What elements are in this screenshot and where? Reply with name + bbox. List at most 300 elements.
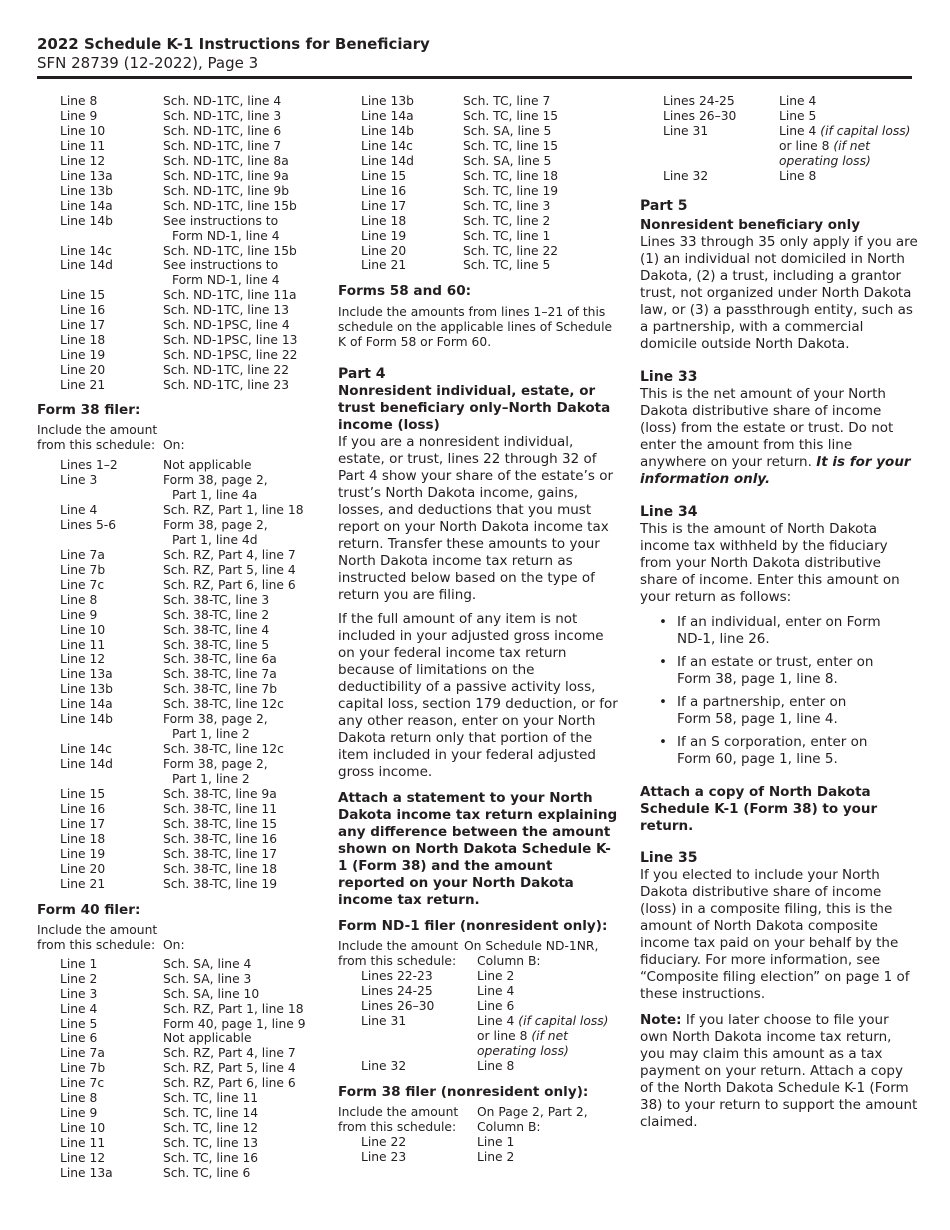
part4-paragraph-2: If the full amount of any item is not included in your adjusted gross income on your federal income tax return because of limitations on the deductibility of a passive activity loss, capital loss, section 179 deduction, or for any other reason, enter on your North Dakota return only that portion of the item included in your federal adjusted gross income. <box>338 611 618 781</box>
row-value <box>163 214 322 244</box>
row-value-line: Form 38, page 2, <box>163 712 268 727</box>
row-value-line: Sch. ND-1TC, line 7 <box>163 138 282 153</box>
row-value-line: Sch. RZ, Part 5, line 4 <box>163 1061 296 1076</box>
row-value <box>463 109 618 124</box>
line34-label: Line 34 <box>640 503 698 520</box>
row-key: Lines 26–30 <box>361 999 435 1014</box>
f38nr-column-label-2: Column B: <box>477 1120 541 1135</box>
row-value <box>163 348 322 363</box>
table-row <box>361 258 618 273</box>
row-value <box>463 244 618 259</box>
table-row <box>361 244 618 259</box>
row-value-line: Sch. TC, line 3 <box>463 198 551 213</box>
row-key: Line 7c <box>60 1076 105 1091</box>
row-value <box>463 229 618 244</box>
table-row <box>60 318 322 333</box>
table-row <box>60 503 322 518</box>
row-value-line: Sch. ND-1TC, line 23 <box>163 378 290 393</box>
form40-intro-line1: Include the amount <box>37 922 158 937</box>
row-value-line: Sch. SA, line 5 <box>463 153 552 168</box>
row-key: Line 7a <box>60 1046 105 1061</box>
row-value-line: Sch. 38-TC, line 19 <box>163 876 278 891</box>
row-key: Line 15 <box>60 787 106 802</box>
row-value <box>163 288 322 303</box>
row-value-line: Sch. 38-TC, line 7b <box>163 682 278 697</box>
row-value <box>163 987 322 1002</box>
table-row <box>60 712 322 742</box>
row-value: Line 5 <box>779 108 817 123</box>
form38-intro-line2: from this schedule: <box>37 438 156 453</box>
table-row <box>361 229 618 244</box>
row-value-line: Sch. 38-TC, line 18 <box>163 861 278 876</box>
row-value <box>163 333 322 348</box>
row-value-line: Sch. ND-1PSC, line 13 <box>163 333 298 348</box>
row-value <box>163 787 322 802</box>
row-value <box>163 458 322 473</box>
row-value <box>163 184 322 199</box>
note-paragraph <box>640 1012 920 1131</box>
table-row <box>60 623 322 638</box>
part4-paragraph-1: If you are a nonresident individual, estate, or trust, lines 22 through 32 of Part 4 show your share of the estate’s or trust’s North Dakota income, gains, losses, and deductions that you must report on your North Dakota income tax return. Transfer these amounts to your North Dakota income tax return as instructed below based on the type of return you are filing. <box>338 434 614 604</box>
row-value <box>163 318 322 333</box>
nd1-nonresident-table <box>361 969 618 1074</box>
row-value <box>163 244 322 259</box>
line34-text: This is the amount of North Dakota income tax withheld by the fiduciary from your North Dakota distributive share of income. Enter this amount on your return as follows: <box>640 520 900 605</box>
form40-transfer-table <box>60 957 322 1181</box>
row-value <box>163 1076 322 1091</box>
part4-label: Part 4 <box>338 366 386 383</box>
row-key: Line 14d <box>60 757 113 772</box>
row-key: Line 9 <box>60 607 98 622</box>
row-key: Lines 22-23 <box>361 969 433 984</box>
table-row <box>60 1091 322 1106</box>
row-key: Line 10 <box>60 1121 106 1136</box>
row-value-line: Sch. ND-1TC, line 8a <box>163 153 289 168</box>
row-key: Line 31 <box>663 123 709 138</box>
row-value-line: Sch. TC, line 14 <box>163 1106 259 1121</box>
row-value-line: Form 38, page 2, <box>163 757 268 772</box>
table-row <box>60 518 322 548</box>
part4-attach-statement: Attach a statement to your North Dakota income tax return explaining any difference between the amount shown on North Dakota Schedule K-1 (Form 38) and the amount reported on your North Dakota income tax return. <box>338 790 618 909</box>
line33-text <box>640 386 920 488</box>
line33-label: Line 33 <box>640 368 698 385</box>
list-item: • If an individual, enter on Form ND-1, line 26. <box>640 614 920 648</box>
row-key: Line 13b <box>361 94 414 108</box>
row-key: Line 3 <box>60 986 98 1001</box>
forms-58-60-text: Include the amounts from lines 1–21 of this schedule on the applicable lines of Schedule K of Form 58 or Form 60. <box>338 305 613 350</box>
form38-intro-on: On: <box>163 438 185 453</box>
row-key: Lines 24-25 <box>663 94 735 108</box>
list-item: • If a partnership, enter on Form 58, page 1, line 4. <box>640 694 920 728</box>
table-row <box>60 214 322 244</box>
row-value <box>163 1002 322 1017</box>
table-row <box>361 199 618 214</box>
row-key: Lines 24-25 <box>361 984 433 999</box>
line31-condition-1: (if capital loss) <box>820 123 911 138</box>
form-subtitle: SFN 28739 (12-2022), Page 3 <box>37 54 259 72</box>
row-value <box>163 682 322 697</box>
row-value-line: Sch. ND-1TC, line 6 <box>163 123 282 138</box>
row-value <box>163 563 322 578</box>
table-row <box>361 1150 618 1165</box>
row-value-line: Sch. ND-1TC, line 15b <box>163 243 297 258</box>
row-value-line: Line 2 <box>477 1150 515 1165</box>
row-key: Line 10 <box>60 622 106 637</box>
row-key: Line 16 <box>361 183 407 198</box>
f38nr-intro-line2: from this schedule: <box>338 1120 457 1135</box>
row-value <box>163 1061 322 1076</box>
row-value-continuation: Part 1, line 2 <box>172 772 250 787</box>
table-row <box>60 378 322 393</box>
row-value <box>463 214 618 229</box>
table-row <box>60 832 322 847</box>
row-value-line: Sch. ND-1PSC, line 4 <box>163 318 290 333</box>
row-value-line: Not applicable <box>163 458 252 473</box>
row-value-line: Sch. 38-TC, line 12c <box>163 742 284 757</box>
part5-heading: Nonresident beneficiary only <box>640 216 861 233</box>
table-row <box>60 802 322 817</box>
table-row <box>60 124 322 139</box>
row-value <box>163 667 322 682</box>
line31-target: Line 4 <box>779 123 817 138</box>
row-value-line: Sch. RZ, Part 6, line 6 <box>163 1076 296 1091</box>
row-key: Line 14a <box>60 697 113 712</box>
row-value <box>463 124 618 139</box>
table-row <box>60 972 322 987</box>
row-key: Line 8 <box>60 1091 98 1106</box>
row-key: Line 21 <box>60 378 106 393</box>
row-value-line: Form 40, page 1, line 9 <box>163 1016 306 1031</box>
row-key: Line 17 <box>60 318 106 333</box>
row-key: Line 21 <box>361 258 407 273</box>
row-key: Line 13a <box>60 667 113 682</box>
row-key: Line 14b <box>60 213 113 228</box>
row-value <box>163 877 322 892</box>
row-value-line: Not applicable <box>163 1031 252 1046</box>
row-value <box>163 109 322 124</box>
table-row <box>60 1046 322 1061</box>
row-value <box>463 258 618 273</box>
line33-emphasis: It is for your information only. <box>640 453 911 487</box>
table-row <box>361 184 618 199</box>
row-key: Line 16 <box>60 303 106 318</box>
row-key: Line 23 <box>361 1150 407 1165</box>
row-value <box>163 1031 322 1046</box>
row-value <box>163 548 322 563</box>
row-key: Line 11 <box>60 1136 106 1151</box>
row-value <box>163 862 322 877</box>
row-value-line: Sch. TC, line 18 <box>463 168 559 183</box>
table-row <box>60 258 322 288</box>
part4-heading: Nonresident individual, estate, or trust beneficiary only–North Dakota income (loss) <box>338 383 611 434</box>
row-key: Line 8 <box>60 592 98 607</box>
forms-58-60-heading: Forms 58 and 60: <box>338 283 472 300</box>
row-key: Line 12 <box>60 153 106 168</box>
f38nr-intro-line1: Include the amount <box>338 1105 459 1120</box>
row-value <box>163 623 322 638</box>
row-value <box>163 1106 322 1121</box>
row-value-line: Sch. ND-1TC, line 11a <box>163 288 297 303</box>
row-value <box>163 802 322 817</box>
row-key: Line 20 <box>60 861 106 876</box>
row-value-line: Sch. TC, line 15 <box>463 138 559 153</box>
nd1-column-label-2: Column B: <box>477 954 541 969</box>
table-row <box>60 847 322 862</box>
table-row <box>60 109 322 124</box>
row-value <box>163 1136 322 1151</box>
row-value-line: Sch. TC, line 15 <box>463 108 559 123</box>
row-value <box>477 1150 618 1165</box>
row-key: Line 5 <box>60 1016 98 1031</box>
row-value-line: Sch. TC, line 7 <box>463 94 551 108</box>
row-key: Lines 1–2 <box>60 458 118 473</box>
table-row <box>60 1151 322 1166</box>
line31-condition-2: (if net operating loss) <box>477 1029 569 1059</box>
row-value-line: Sch. 38-TC, line 16 <box>163 831 278 846</box>
row-value <box>163 712 322 742</box>
row-key: Line 12 <box>60 652 106 667</box>
table-row <box>60 154 322 169</box>
row-value <box>163 1046 322 1061</box>
row-value <box>163 378 322 393</box>
row-value <box>163 258 322 288</box>
row-key: Line 17 <box>60 816 106 831</box>
row-value <box>779 124 920 169</box>
row-value <box>163 742 322 757</box>
row-value-line: Sch. ND-1TC, line 15b <box>163 198 297 213</box>
row-value-line: Sch. TC, line 16 <box>163 1151 259 1166</box>
row-key: Line 4 <box>60 1001 98 1016</box>
row-value <box>163 303 322 318</box>
table-row <box>60 1017 322 1032</box>
row-key: Line 9 <box>60 108 98 123</box>
row-value <box>163 1091 322 1106</box>
form38-transfer-table <box>60 458 322 892</box>
form38-nonresident-heading: Form 38 filer (nonresident only): <box>338 1084 589 1101</box>
table-row <box>60 94 322 109</box>
row-value <box>163 503 322 518</box>
row-key: Line 1 <box>60 956 98 971</box>
page-title: 2022 Schedule K-1 Instructions for Beneficiary <box>37 35 430 53</box>
row-value: Line 4 <box>779 94 817 108</box>
row-value-line: Sch. ND-1TC, line 22 <box>163 363 290 378</box>
row-key: Line 7a <box>60 547 105 562</box>
row-value <box>163 832 322 847</box>
row-key: Line 15 <box>60 288 106 303</box>
table-row <box>60 1106 322 1121</box>
table-row <box>60 682 322 697</box>
form38-intro-line1: Include the amount <box>37 423 158 438</box>
row-key: Line 20 <box>60 363 106 378</box>
row-value-line: Sch. TC, line 12 <box>163 1121 259 1136</box>
line31-target: Line 4 <box>477 1014 515 1029</box>
list-item: • If an estate or trust, enter on Form 38, page 1, line 8. <box>640 654 920 688</box>
row-value-line: Sch. 38-TC, line 7a <box>163 667 277 682</box>
row-key: Line 14d <box>60 258 113 273</box>
row-value <box>163 757 322 787</box>
part5-text: Lines 33 through 35 only apply if you are (1) an individual not domiciled in North Dakota, (2) a trust, including a grantor trust, not organized under North Dakota law, or (3) a passthrough entity, such as a partnership, with a commercial domicile outside North Dakota. <box>640 233 918 352</box>
row-value: Line 4 <box>477 984 515 999</box>
row-value <box>477 1014 618 1059</box>
row-value-continuation: Form ND-1, line 4 <box>172 273 280 288</box>
row-value: Line 8 <box>477 1059 515 1074</box>
row-value <box>163 1017 322 1032</box>
table-row <box>361 154 618 169</box>
row-value <box>163 608 322 623</box>
row-value-line: Sch. TC, line 19 <box>463 183 559 198</box>
row-value <box>163 1151 322 1166</box>
line31-condition-1: (if capital loss) <box>518 1014 609 1029</box>
row-value-line: Sch. SA, line 10 <box>163 986 260 1001</box>
table-row <box>60 787 322 802</box>
row-value-line: Sch. TC, line 1 <box>463 228 551 243</box>
row-value-line: Sch. RZ, Part 1, line 18 <box>163 502 304 517</box>
row-value-line: Sch. 38-TC, line 12c <box>163 697 284 712</box>
row-key: Line 11 <box>60 637 106 652</box>
row-key: Line 14a <box>60 198 113 213</box>
row-value: Line 2 <box>477 969 515 984</box>
line31-condition-2: (if net operating loss) <box>779 138 871 168</box>
table-row <box>60 578 322 593</box>
row-value <box>163 697 322 712</box>
table-row <box>60 1031 322 1046</box>
row-key: Line 14b <box>361 123 414 138</box>
column-1 <box>37 94 322 1181</box>
row-value-line: Sch. TC, line 2 <box>463 213 551 228</box>
table-row <box>60 817 322 832</box>
row-key: Lines 5-6 <box>60 517 117 532</box>
row-value-line: See instructions to <box>163 213 279 228</box>
note-label: Note: <box>640 1011 682 1028</box>
row-key: Line 17 <box>361 198 407 213</box>
attach-copy-statement: Attach a copy of North Dakota Schedule K-1 (Form 38) to your return. <box>640 783 878 834</box>
row-key: Line 18 <box>60 831 106 846</box>
row-key: Line 6 <box>60 1031 98 1046</box>
row-value-line: Sch. RZ, Part 4, line 7 <box>163 1046 296 1061</box>
table-row <box>60 638 322 653</box>
row-value-line: Sch. ND-1TC, line 13 <box>163 303 290 318</box>
row-value-line: Sch. 38-TC, line 3 <box>163 592 270 607</box>
row-value-continuation: Part 1, line 4d <box>172 532 258 547</box>
row-value-line: Line 1 <box>477 1135 515 1150</box>
table-row <box>60 1076 322 1091</box>
row-value-line: Sch. TC, line 5 <box>463 258 551 273</box>
f38nr-column-label-1: On Page 2, Part 2, <box>477 1105 588 1120</box>
table-row <box>60 169 322 184</box>
row-key: Line 19 <box>60 348 106 363</box>
row-key: Line 2 <box>60 971 98 986</box>
row-value <box>163 199 322 214</box>
row-value-line: Sch. TC, line 6 <box>163 1166 251 1181</box>
table-row <box>361 94 618 109</box>
row-value-line: Sch. ND-1PSC, line 22 <box>163 348 298 363</box>
table-row <box>60 139 322 154</box>
form38-filer-heading: Form 38 filer: <box>37 402 141 419</box>
row-value-line: Sch. 38-TC, line 9a <box>163 787 277 802</box>
table-row <box>60 652 322 667</box>
nd1-intro-line1: Include the amount <box>338 939 459 954</box>
row-value <box>163 652 322 667</box>
line31-alt: or line 8 <box>779 138 830 153</box>
row-value-line: Sch. 38-TC, line 6a <box>163 652 277 667</box>
table-row <box>60 593 322 608</box>
row-key: Line 10 <box>60 123 106 138</box>
table-row <box>60 303 322 318</box>
row-value <box>463 199 618 214</box>
row-value-line: Sch. TC, line 22 <box>463 243 559 258</box>
row-value-line: Sch. RZ, Part 1, line 18 <box>163 1001 304 1016</box>
line35-label: Line 35 <box>640 849 698 866</box>
row-key: Line 3 <box>60 473 98 488</box>
row-key: Line 19 <box>361 228 407 243</box>
row-value-line: See instructions to <box>163 258 279 273</box>
row-key: Line 20 <box>361 243 407 258</box>
table-row <box>60 877 322 892</box>
row-value <box>163 169 322 184</box>
row-value <box>163 847 322 862</box>
table-row <box>60 757 322 787</box>
row-value <box>463 154 618 169</box>
row-key: Line 14c <box>60 243 112 258</box>
row-key: Line 18 <box>60 333 106 348</box>
row-value-line: Sch. 38-TC, line 5 <box>163 637 270 652</box>
nd1-filer-heading: Form ND-1 filer (nonresident only): <box>338 918 608 935</box>
row-key: Line 14c <box>60 742 112 757</box>
row-value-line: Sch. ND-1TC, line 9b <box>163 183 290 198</box>
row-value-line: Sch. 38-TC, line 11 <box>163 801 278 816</box>
row-key: Line 15 <box>361 168 407 183</box>
row-key: Line 7c <box>60 577 105 592</box>
line31-alt: or line 8 <box>477 1029 528 1044</box>
form38-nonresident-table <box>361 1135 618 1165</box>
nd1-intro-line2: from this schedule: <box>338 954 457 969</box>
row-key: Line 7b <box>60 1061 106 1076</box>
table-row <box>60 1002 322 1017</box>
table-row <box>60 199 322 214</box>
row-value <box>163 518 322 548</box>
column-3 <box>640 94 920 1131</box>
row-key: Line 7b <box>60 562 106 577</box>
row-value <box>477 1135 618 1150</box>
part5-label: Part 5 <box>640 197 688 214</box>
row-value <box>163 638 322 653</box>
row-key: Line 31 <box>361 1014 407 1029</box>
line33-body: This is the net amount of your North Dakota distributive share of income (loss) from the estate or trust. Do not enter the amount from this line anywhere on your return. <box>640 385 894 470</box>
row-value-line: Sch. 38-TC, line 4 <box>163 622 270 637</box>
row-value <box>163 593 322 608</box>
row-value-line: Sch. ND-1TC, line 3 <box>163 108 282 123</box>
row-value <box>463 94 618 109</box>
table-row <box>60 697 322 712</box>
row-value <box>163 363 322 378</box>
row-value-line: Sch. 38-TC, line 17 <box>163 846 278 861</box>
row-key: Line 16 <box>60 801 106 816</box>
table-row <box>60 363 322 378</box>
row-key: Line 13a <box>60 1166 113 1181</box>
row-key: Line 32 <box>361 1059 407 1074</box>
table-row <box>60 563 322 578</box>
table-row <box>60 1166 322 1181</box>
row-key: Line 14d <box>361 153 414 168</box>
row-value-line: Sch. RZ, Part 4, line 7 <box>163 547 296 562</box>
table-row <box>361 1135 618 1150</box>
row-value-line: Sch. RZ, Part 6, line 6 <box>163 577 296 592</box>
row-value-line: Sch. 38-TC, line 2 <box>163 607 270 622</box>
row-value <box>163 1166 322 1181</box>
table-row <box>60 742 322 757</box>
line35-text: If you elected to include your North Dakota distributive share of income (loss) in a composite filing, this is the amount of North Dakota composite income tax paid on your behalf by the fiduciary. For more information, see “Composite filing election” on page 1 of these instructions. <box>640 866 910 1002</box>
list-item: • If an S corporation, enter on Form 60, page 1, line 5. <box>640 734 920 768</box>
